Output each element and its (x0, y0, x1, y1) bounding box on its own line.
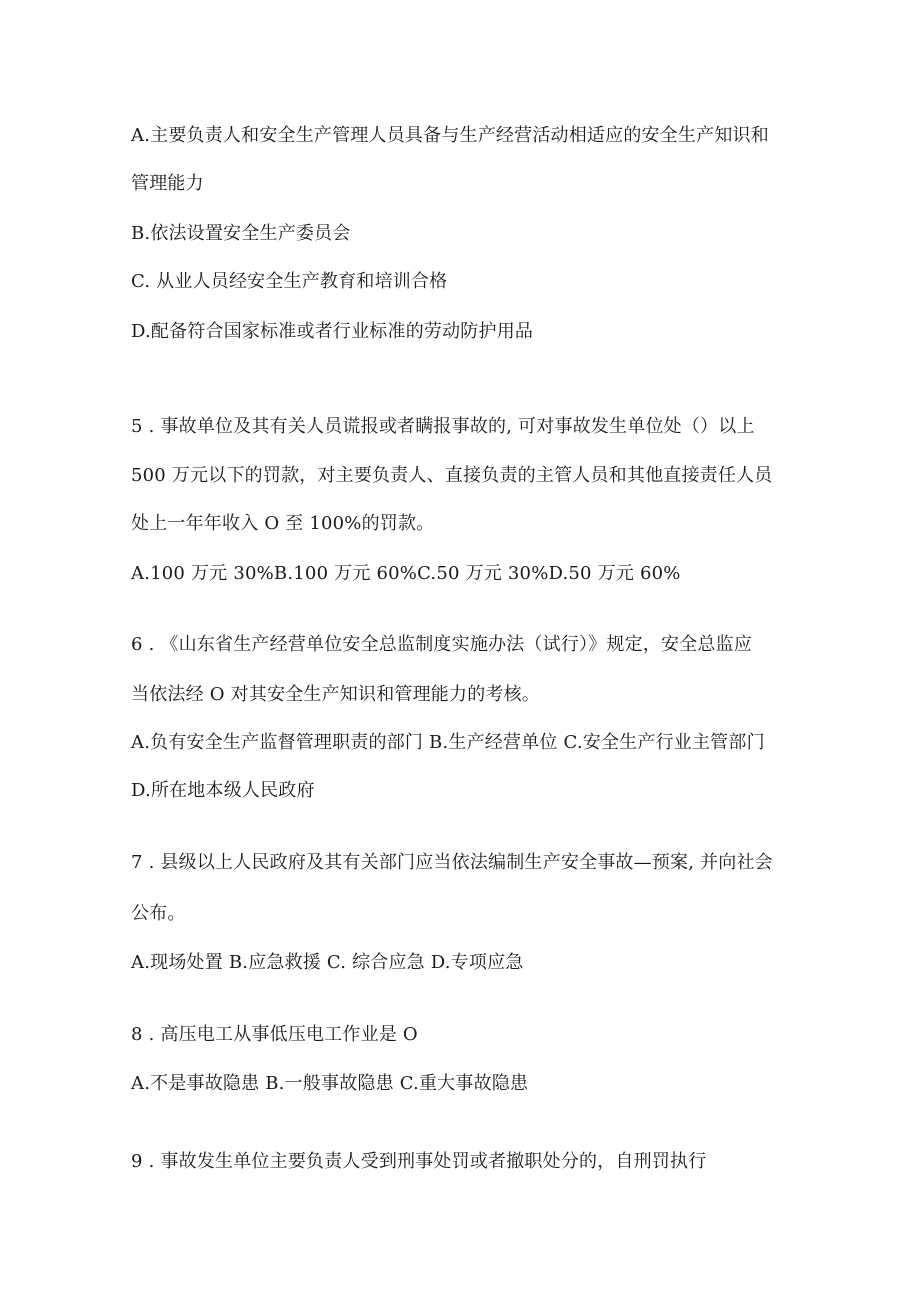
q5-stem-line3: 处上一年年收入 O 至 100%的罚款。 (131, 513, 435, 534)
q8-stem: 8 . 高压电工从事低压电工作业是 O (131, 1024, 418, 1045)
q7-stem-line2: 公布。 (131, 903, 186, 924)
q4-option-c: C. 从业人员经安全生产教育和培训合格 (131, 271, 448, 292)
q6-options-line2: D.所在地本级人民政府 (131, 780, 315, 801)
q7-options: A.现场处置 B.应急救援 C. 综合应急 D.专项应急 (131, 952, 524, 973)
q8-options: A.不是事故隐患 B.一般事故隐患 C.重大事故隐患 (131, 1073, 529, 1094)
q5-stem-line1: 5 . 事故单位及其有关人员谎报或者瞒报事故的, 可对事故发生单位处（）以上 (131, 416, 755, 437)
q6-stem-line1: 6 . 《山东省生产经营单位安全总监制度实施办法（试行）》规定，安全总监应 (131, 634, 753, 655)
q5-options: A.100 万元 30%B.100 万元 60%C.50 万元 30%D.50 万元 60% (131, 563, 681, 584)
q4-option-a-line2: 管理能力 (131, 173, 204, 194)
q4-option-b: B.依法设置安全生产委员会 (131, 223, 351, 244)
q9-stem: 9 . 事故发生单位主要负责人受到刑事处罚或者撤职处分的，自刑罚执行 (131, 1151, 707, 1172)
q4-option-a-line1: A.主要负责人和安全生产管理人员具备与生产经营活动相适应的安全生产知识和 (131, 125, 769, 146)
q5-stem-line2: 500 万元以下的罚款，对主要负责人、直接负责的主管人员和其他直接责任人员 (131, 465, 773, 486)
q4-option-d: D.配备符合国家标准或者行业标准的劳动防护用品 (131, 321, 534, 342)
q7-stem-line1: 7 . 县级以上人民政府及其有关部门应当依法编制生产安全事故—预案, 并向社会 (131, 852, 773, 873)
q6-options-line1: A.负有安全生产监督管理职责的部门 B.生产经营单位 C.安全生产行业主管部门 (131, 732, 765, 753)
q6-stem-line2: 当依法经 O 对其安全生产知识和管理能力的考核。 (131, 684, 540, 705)
